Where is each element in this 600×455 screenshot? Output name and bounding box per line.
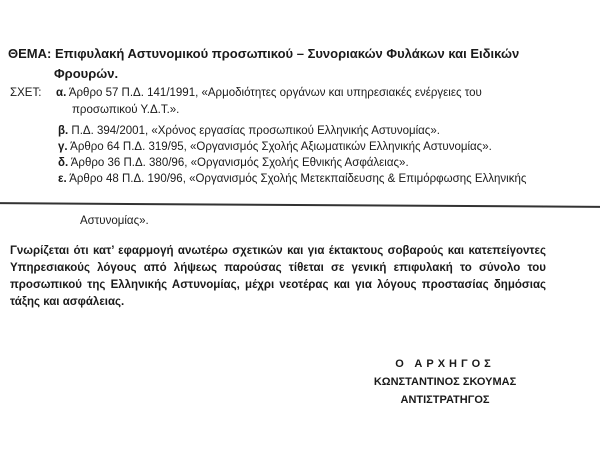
reference-text: Άρθρο 64 Π.Δ. 319/95, «Οργανισμός Σχολής Αξιωματικών Ελληνικής Αστυνομίας». [70, 141, 492, 153]
signature-name: ΚΩΝΣΤΑΝΤΙΝΟΣ ΣΚΟΥΜΑΣ [373, 376, 517, 388]
subject-line1: Επιφυλακή Αστυνομικού προσωπικού – Συνοριακών Φυλάκων και Ειδικών [54, 46, 520, 61]
subject-label: ΘΕΜΑ: [8, 46, 52, 61]
body-paragraph: Γνωρίζεται ότι κατ’ εφαρμογή ανωτέρω σχετικών και για έκτακτους σοβαρούς και κατεπείγοντες Υπηρεσιακούς λόγους από λήψεως παρούσας τίθεται σε γενική επιφυλακή το σύνολο του προσωπικού της Ελληνικής Αστυνομίας, μέχρι νεοτέρας και για λόγους προστασίας δημόσιας τάξης και ασφάλειας. [10, 245, 546, 308]
reference-c [58, 140, 492, 155]
reference-letter: δ. [58, 157, 69, 169]
reference-letter: γ. [58, 141, 68, 153]
reference-b [58, 124, 440, 139]
reference-text: Άρθρο 36 Π.Δ. 380/96, «Οργανισμός Σχολής Εθνικής Ασφάλειας». [70, 157, 409, 169]
page-break-divider [0, 202, 600, 208]
signature-title: Ο ΑΡΧΗΓΟΣ [395, 358, 495, 370]
references-label: ΣΧΕΤ: [10, 87, 42, 99]
subject-line2: Φρουρών. [54, 66, 119, 81]
reference-d [58, 156, 409, 171]
reference-a [56, 86, 482, 101]
reference-letter: β. [58, 125, 69, 137]
reference-text: Άρθρο 48 Π.Δ. 190/96, «Οργανισμός Σχολής Μετεκπαίδευσης & Επιμόρφωσης Ελληνικής [69, 173, 527, 185]
reference-text: Άρθρο 57 Π.Δ. 141/1991, «Αρμοδιότητες οργάνων και υπηρεσιακές ενέργειες του [68, 87, 482, 99]
signature-rank: ΑΝΤΙΣΤΡΑΤΗΓΟΣ [400, 394, 490, 406]
reference-e [58, 172, 526, 187]
subject [8, 44, 519, 84]
reference-letter: α. [56, 87, 67, 99]
reference-letter: ε. [58, 173, 67, 185]
reference-text: Π.Δ. 394/2001, «Χρόνος εργασίας προσωπικού Ελληνικής Αστυνομίας». [71, 125, 440, 137]
reference-a-cont: προσωπικού Υ.Δ.Τ.». [72, 104, 180, 116]
reference-e-cont: Αστυνομίας». [80, 215, 149, 227]
